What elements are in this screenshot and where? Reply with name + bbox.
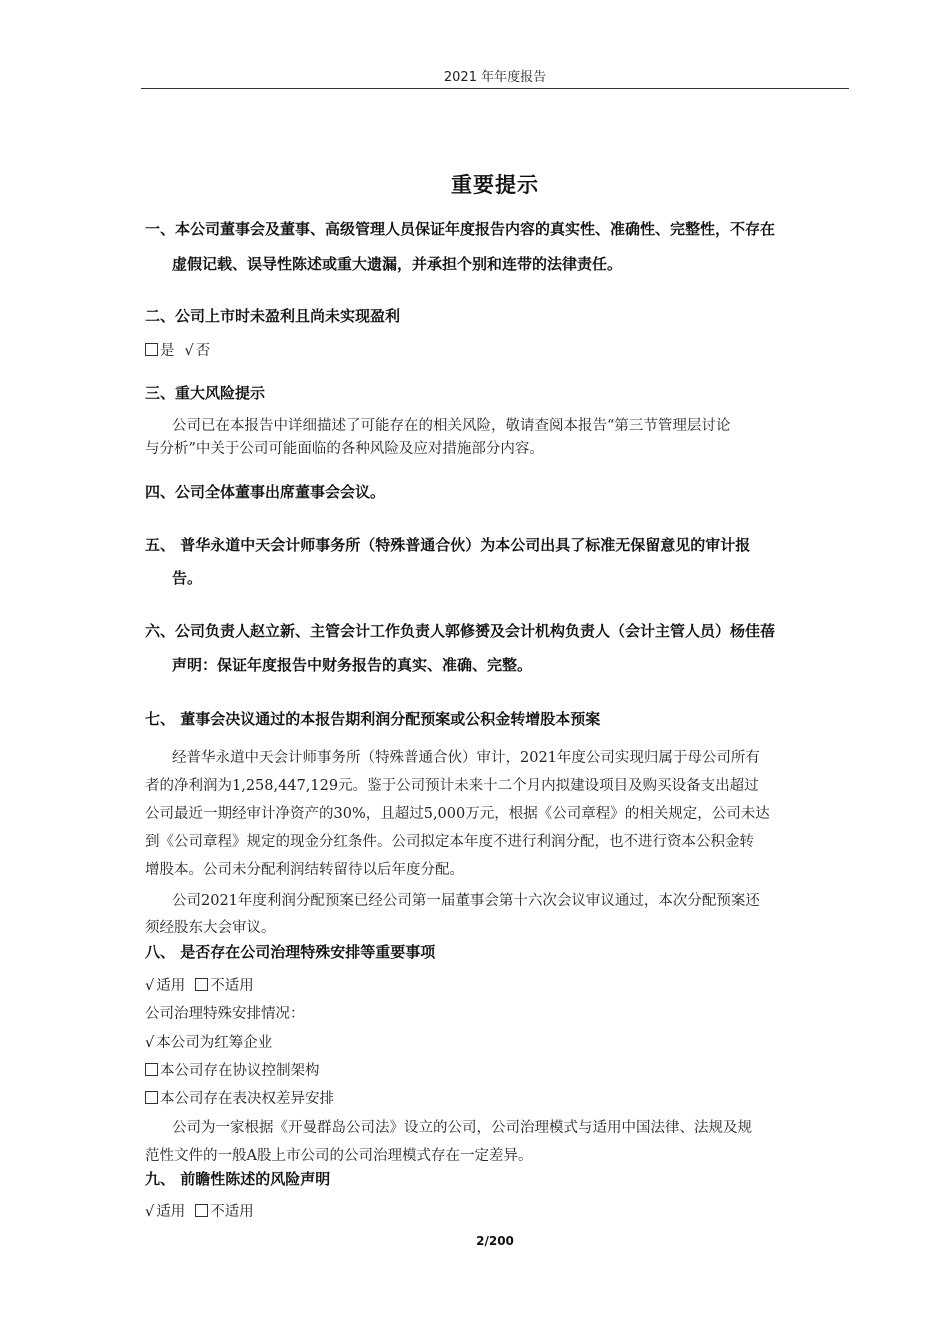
s9-opt-not-apply: 不适用 — [210, 1204, 254, 1220]
s8-heading: 八、 是否存在公司治理特殊安排等重要事项 — [145, 943, 436, 961]
s4-heading: 四、公司全体董事出席董事会会议。 — [145, 483, 386, 501]
s8-item1-text: 本公司为红筹企业 — [156, 1035, 273, 1051]
s8-p-line2: 范性文件的一般A股上市公司的公司治理模式存在一定差异。 — [145, 1148, 533, 1164]
header-rule — [141, 88, 849, 89]
s8-item3 — [145, 1087, 853, 1108]
checkmark-icon: √ — [145, 978, 155, 994]
s3-line1: 公司已在本报告中详细描述了可能存在的相关风险，敬请查阅本报告“第三节管理层讨论 — [172, 418, 731, 434]
s7-p1-line2: 者的净利润为1,258,447,129元。鉴于公司预计未来十二个月内拟建设项目及购买设备支出超过 — [145, 778, 759, 794]
checkbox-empty-icon — [145, 343, 158, 356]
s5-line1: 五、 普华永道中天会计师事务所（特殊普通合伙）为本公司出具了标准无保留意见的审计报 — [145, 536, 751, 554]
s2-opt-yes: 是 — [160, 343, 175, 359]
s2-options — [145, 339, 853, 360]
checkbox-empty-icon — [195, 978, 208, 991]
s7-p1-line3: 公司最近一期经审计净资产的30%，且超过5,000万元，根据《公司章程》的相关规定，公司未达 — [145, 806, 770, 822]
s7-heading: 七、 董事会决议通过的本报告期利润分配预案或公积金转增股本预案 — [145, 710, 601, 728]
s2-heading: 二、公司上市时未盈利且尚未实现盈利 — [145, 307, 401, 325]
s7-p2-line2: 须经股东大会审议。 — [145, 920, 276, 936]
s3-heading: 三、重大风险提示 — [145, 384, 266, 402]
checkmark-icon: √ — [184, 343, 194, 359]
checkbox-empty-icon — [145, 1091, 158, 1104]
s7-p1-line1: 经普华永道中天会计师事务所（特殊普通合伙）审计，2021年度公司实现归属于母公司所有 — [172, 750, 760, 766]
s5-line2: 告。 — [172, 569, 203, 587]
s7-p1-line5: 增股本。公司未分配利润结转留待以后年度分配。 — [145, 862, 464, 878]
page-number: 2/200 — [476, 1234, 514, 1248]
s8-options — [145, 974, 853, 995]
s8-p-line1: 公司为一家根据《开曼群岛公司法》设立的公司，公司治理模式与适用中国法律、法规及规 — [172, 1120, 752, 1136]
s6-line1: 六、公司负责人赵立新、主管会计工作负责人郭修赟及会计机构负责人（会计主管人员）杨佳蓓 — [145, 622, 776, 640]
s8-arrangement-label: 公司治理特殊安排情况： — [145, 1006, 305, 1022]
s6-line2: 声明：保证年度报告中财务报告的真实、准确、完整。 — [172, 656, 533, 674]
s2-opt-no: 否 — [195, 343, 211, 359]
page-title: 重要提示 — [451, 173, 539, 197]
s8-opt-apply: 适用 — [156, 978, 186, 994]
s7-p2-line1: 公司2021年度利润分配预案已经公司第一届董事会第十六次会议审议通过，本次分配预案还 — [172, 893, 760, 909]
s1-line1: 一、本公司董事会及董事、高级管理人员保证年度报告内容的真实性、准确性、完整性，不存在 — [145, 220, 776, 238]
s8-item3-text: 本公司存在表决权差异安排 — [160, 1091, 334, 1107]
s9-options — [145, 1200, 853, 1221]
s8-item2-text: 本公司存在协议控制架构 — [160, 1063, 320, 1079]
s9-opt-apply: 适用 — [156, 1204, 186, 1220]
s7-p1-line4: 到《公司章程》规定的现金分红条件。公司拟定本年度不进行利润分配，也不进行资本公积金转 — [145, 834, 754, 850]
running-header: 2021 年年度报告 — [443, 70, 547, 85]
s8-item1 — [145, 1031, 853, 1052]
s8-opt-not-apply: 不适用 — [210, 978, 254, 994]
checkbox-empty-icon — [145, 1063, 158, 1076]
s8-item2 — [145, 1059, 853, 1080]
checkmark-icon: √ — [145, 1035, 155, 1051]
s9-heading: 九、 前瞻性陈述的风险声明 — [145, 1170, 331, 1188]
checkmark-icon: √ — [145, 1204, 155, 1220]
s1-line2: 虚假记载、误导性陈述或重大遗漏，并承担个别和连带的法律责任。 — [172, 255, 623, 273]
s3-line2: 与分析”中关于公司可能面临的各种风险及应对措施部分内容。 — [145, 441, 544, 457]
checkbox-empty-icon — [195, 1204, 208, 1217]
